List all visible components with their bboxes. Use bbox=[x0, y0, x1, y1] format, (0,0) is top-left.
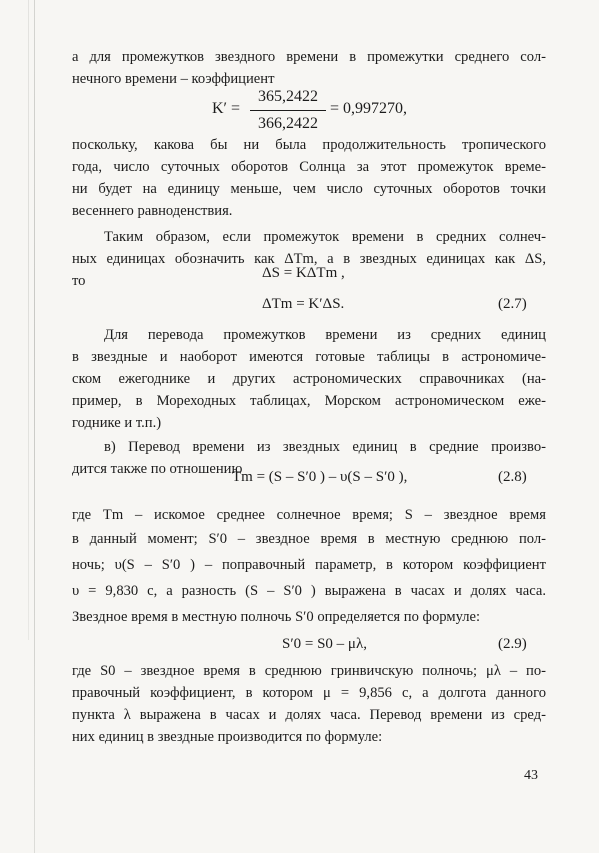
text-line: годнике и т.п.) bbox=[72, 415, 162, 431]
text-line: ском ежегоднике и других астрономических справочниках (на- bbox=[72, 371, 546, 387]
text-line: года, число суточных оборотов Солнца за этот промежуток време- bbox=[72, 159, 546, 175]
text-line: пример, в Мореходных таблицах, Морском астрономическом еже- bbox=[72, 393, 546, 409]
text-line: них единиц в звездные производится по формуле: bbox=[72, 729, 383, 745]
text-line: то bbox=[72, 273, 86, 289]
text-line: ни будет на единицу меньше, чем число суточных оборотов точки bbox=[72, 181, 546, 197]
text-line: ночь; υ(S – S′0 ) – поправочный параметр, в котором коэффициент bbox=[72, 557, 546, 573]
text-line: поскольку, какова бы ни была продолжительность тропического bbox=[72, 137, 546, 153]
text-line: где S0 – звездное время в среднюю гринвичскую полночь; μλ – по- bbox=[72, 663, 546, 679]
text-line: нечного времени – коэффициент bbox=[72, 71, 275, 87]
equation-ds: ΔS = KΔTm , bbox=[262, 265, 345, 281]
fraction-bar bbox=[250, 110, 326, 111]
text-line: в данный момент; S′0 – звездное время в местную среднюю пол- bbox=[72, 531, 546, 547]
formula-k-numerator: 365,2422 bbox=[258, 88, 318, 105]
formula-k-coefficient bbox=[212, 86, 452, 136]
formula-k-rhs: = 0,997270, bbox=[330, 100, 408, 117]
text-line: Для перевода промежутков времени из средних единиц bbox=[104, 327, 546, 343]
formula-k-denominator: 366,2422 bbox=[258, 115, 318, 132]
text-line: пункта λ выражена в часах и долях часа. Перевод времени из сред- bbox=[72, 707, 546, 723]
page-number: 43 bbox=[524, 768, 538, 783]
formula-k-lhs: K′ = bbox=[212, 100, 241, 117]
text-line: Звездное время в местную полночь S′0 определяется по формуле: bbox=[72, 609, 481, 625]
text-line: а для промежутков звездного времени в промежутки среднего сол- bbox=[72, 49, 546, 65]
text-line: весеннего равноденствия. bbox=[72, 203, 233, 219]
text-line: дится также по отношению bbox=[72, 461, 243, 477]
text-line: где Tm – искомое среднее солнечное время; S – звездное время bbox=[72, 507, 546, 523]
text-line: υ = 9,830 с, а разность (S – S′0 ) выражена в часах и долях часа. bbox=[72, 583, 546, 599]
text-line: ных единицах обозначить как ΔTm, а в звездных единицах как ΔS, bbox=[72, 251, 546, 267]
text-line: в звездные и наоборот имеются готовые таблицы в астрономиче- bbox=[72, 349, 546, 365]
equation-2-7: ΔTm = K′ΔS. bbox=[262, 296, 345, 312]
text-line: в) Перевод времени из звездных единиц в средние произво- bbox=[104, 439, 546, 455]
text-line: Таким образом, если промежуток времени в средних солнеч- bbox=[104, 229, 546, 245]
equation-2-8: Tm = (S – S′0 ) – υ(S – S′0 ), bbox=[232, 469, 408, 485]
equation-number-2-7: (2.7) bbox=[498, 296, 527, 312]
text-line: правочный коэффициент, в котором μ = 9,856 с, а долгота данного bbox=[72, 685, 546, 701]
equation-2-9: S′0 = S0 – μλ, bbox=[282, 636, 367, 652]
equation-number-2-8: (2.8) bbox=[498, 469, 527, 485]
equation-number-2-9: (2.9) bbox=[498, 636, 527, 652]
